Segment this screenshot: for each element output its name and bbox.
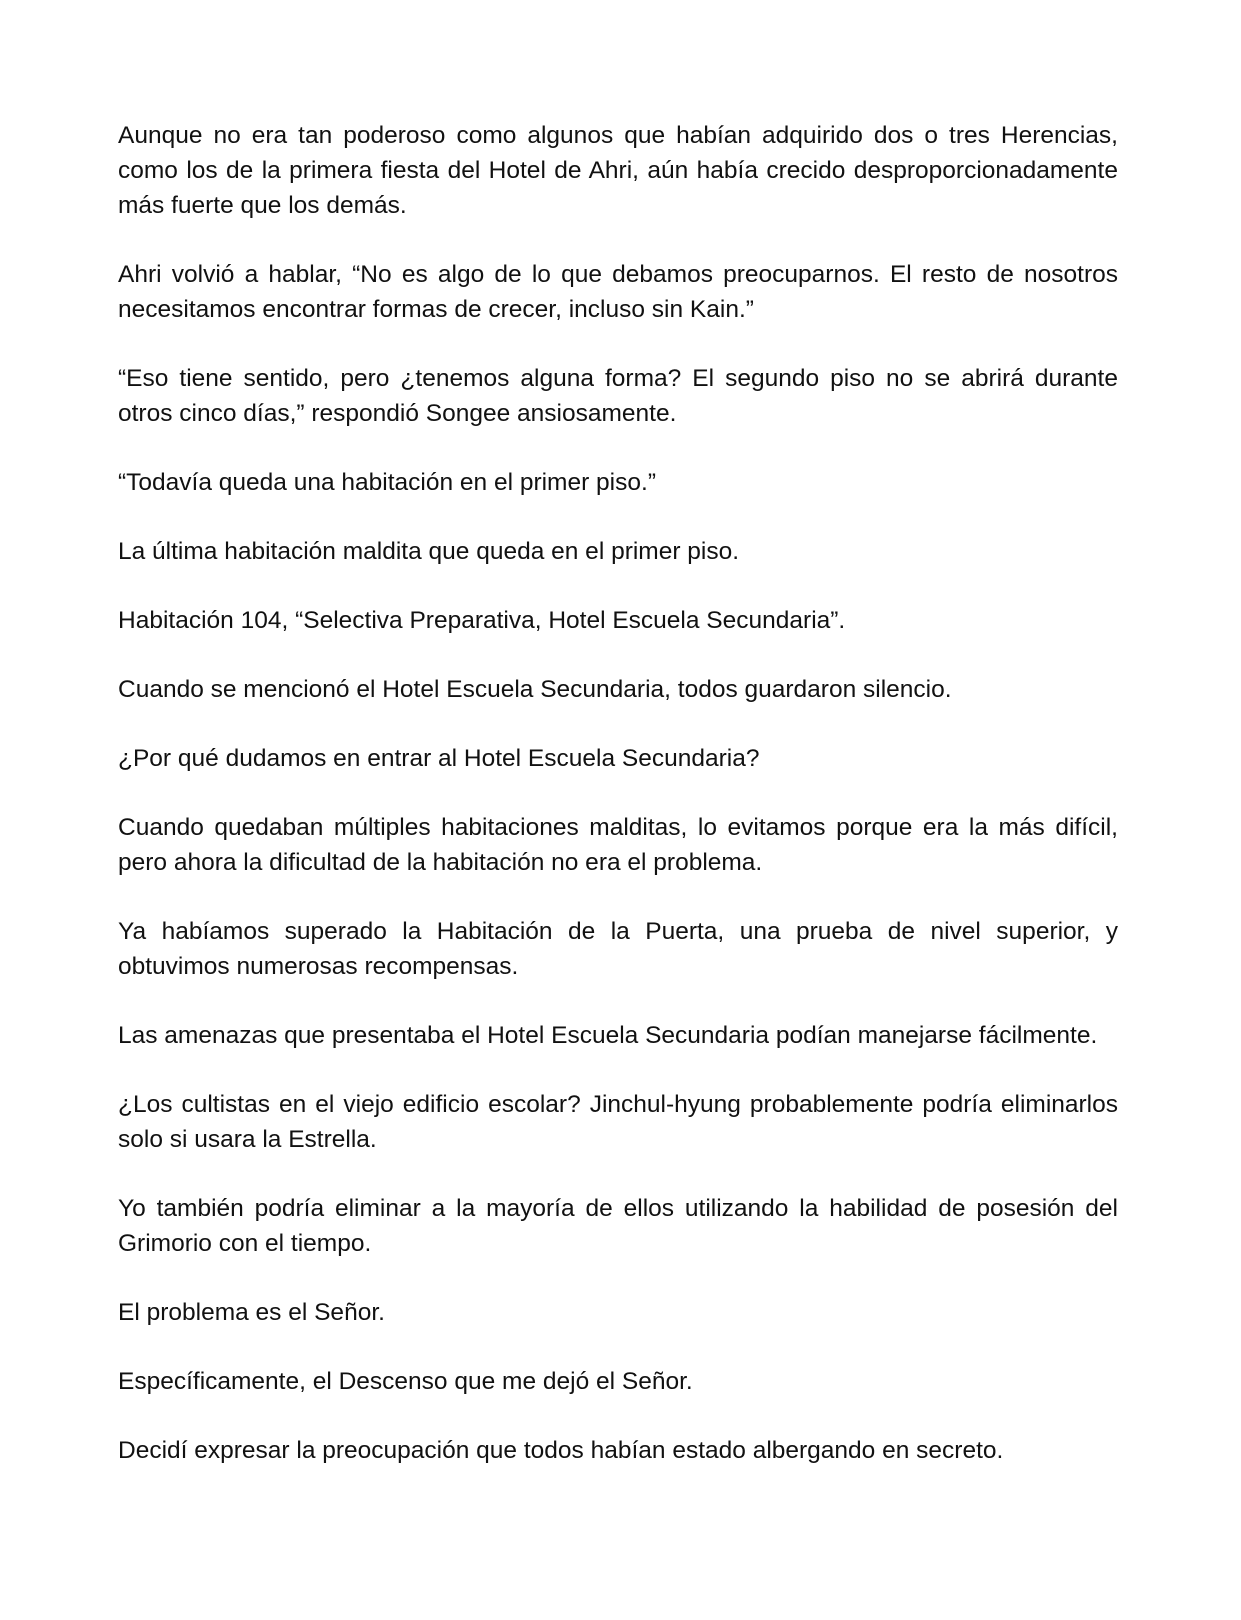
paragraph-14: El problema es el Señor. (118, 1299, 385, 1326)
paragraph-1: Aunque no era tan poderoso como algunos que habían adquirido dos o tres Herencias, como los de la primera fiesta del Hotel de Ahri, aún había crecido desproporcionadamente más fuerte que los demás. (118, 122, 1118, 219)
paragraph-5: La última habitación maldita que queda en el primer piso. (118, 538, 740, 565)
paragraph-8: ¿Por qué dudamos en entrar al Hotel Escuela Secundaria? (118, 745, 760, 772)
paragraph-2: Ahri volvió a hablar, “No es algo de lo que debamos preocuparnos. El resto de nosotros necesitamos encontrar formas de crecer, incluso sin Kain.” (118, 261, 1118, 323)
paragraph-4: “Todavía queda una habitación en el primer piso.” (118, 469, 656, 496)
paragraph-11: Las amenazas que presentaba el Hotel Escuela Secundaria podían manejarse fácilmente. (118, 1022, 1098, 1049)
document-page (118, 118, 1118, 1468)
paragraph-16: Decidí expresar la preocupación que todos habían estado albergando en secreto. (118, 1437, 1004, 1464)
paragraph-10: Ya habíamos superado la Habitación de la Puerta, una prueba de nivel superior, y obtuvimos numerosas recompensas. (118, 918, 1118, 980)
paragraph-12: ¿Los cultistas en el viejo edificio escolar? Jinchul-hyung probablemente podría eliminarlos solo si usara la Estrella. (118, 1091, 1118, 1153)
paragraph-7: Cuando se mencionó el Hotel Escuela Secundaria, todos guardaron silencio. (118, 676, 952, 703)
paragraph-6: Habitación 104, “Selectiva Preparativa, Hotel Escuela Secundaria”. (118, 607, 846, 634)
paragraph-3: “Eso tiene sentido, pero ¿tenemos alguna forma? El segundo piso no se abrirá durante otros cinco días,” respondió Songee ansiosamente. (118, 365, 1118, 427)
paragraph-9: Cuando quedaban múltiples habitaciones malditas, lo evitamos porque era la más difícil, pero ahora la dificultad de la habitación no era el problema. (118, 814, 1118, 876)
paragraph-13: Yo también podría eliminar a la mayoría de ellos utilizando la habilidad de posesión del Grimorio con el tiempo. (118, 1195, 1118, 1257)
paragraph-15: Específicamente, el Descenso que me dejó el Señor. (118, 1368, 693, 1395)
